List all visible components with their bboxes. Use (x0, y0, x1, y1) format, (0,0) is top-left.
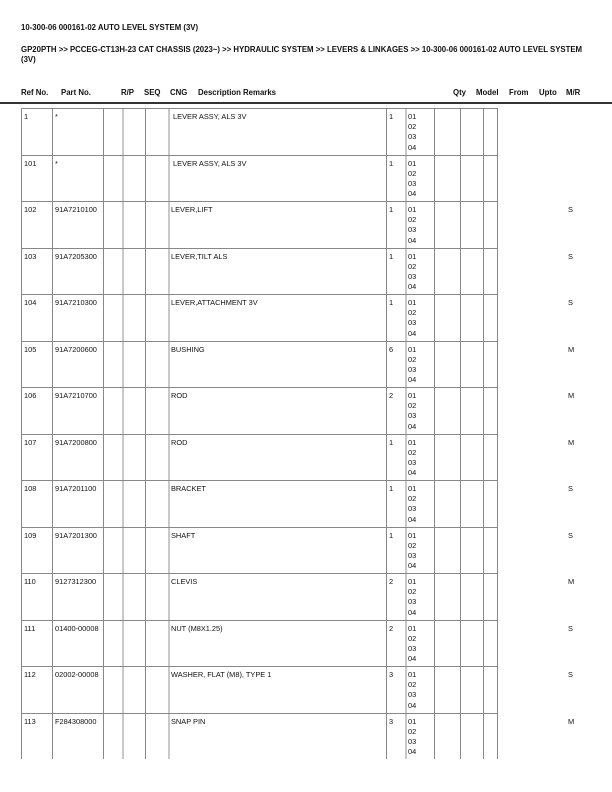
column-divider (483, 667, 484, 713)
column-divider (122, 621, 124, 667)
column-divider (145, 388, 146, 434)
column-divider (52, 388, 53, 434)
column-divider (386, 342, 387, 388)
column-divider (497, 109, 498, 155)
header-rp: R/P (121, 88, 134, 97)
column-divider (21, 574, 22, 620)
cell-qty: 1 (389, 437, 394, 447)
column-divider (434, 109, 435, 155)
cell-model: 01 02 03 04 (408, 716, 417, 757)
table-row (21, 713, 575, 760)
cell-ref: 102 (24, 205, 37, 214)
column-divider (497, 667, 498, 713)
column-divider (145, 156, 146, 202)
column-divider (483, 109, 484, 155)
column-divider (103, 295, 104, 341)
column-divider (460, 435, 461, 481)
column-divider (122, 388, 124, 434)
column-divider (434, 667, 435, 713)
cell-mr: S (568, 670, 573, 679)
column-divider (386, 528, 387, 574)
header-divider (0, 102, 612, 104)
cell-desc: ROD (171, 437, 188, 447)
cell-ref: 101 (24, 158, 37, 168)
column-divider (497, 342, 498, 388)
cell-model: 01 02 03 04 (408, 205, 417, 245)
column-divider (52, 295, 53, 341)
table-row (21, 434, 575, 481)
column-divider (434, 156, 435, 202)
cell-qty: 2 (389, 391, 394, 400)
column-divider (483, 388, 484, 434)
cell-part: * (55, 158, 58, 168)
table-row (21, 480, 573, 527)
column-divider (460, 109, 461, 155)
column-divider (483, 249, 484, 295)
column-divider (21, 388, 22, 434)
column-divider (497, 295, 498, 341)
table-row (21, 248, 573, 295)
cell-qty: 2 (389, 577, 394, 586)
column-divider (103, 342, 104, 388)
column-divider (434, 435, 435, 481)
column-divider (168, 249, 170, 295)
column-divider (434, 621, 435, 667)
column-divider (405, 528, 407, 574)
cell-part: F284308000 (55, 716, 97, 726)
cell-ref: 110 (24, 577, 36, 586)
cell-ref: 112 (24, 670, 36, 679)
header-model: Model (476, 88, 499, 97)
column-divider (145, 435, 146, 481)
cell-mr: S (568, 530, 573, 540)
column-divider (405, 202, 407, 248)
column-divider (122, 714, 124, 760)
cell-desc: LEVER,ATTACHMENT 3V (171, 298, 258, 307)
header-cng: CNG (170, 88, 188, 97)
column-divider (145, 249, 146, 295)
cell-desc: WASHER, FLAT (M8), TYPE 1 (171, 670, 272, 679)
header-upto: Upto (539, 88, 557, 97)
table-row (21, 620, 573, 667)
column-divider (483, 202, 484, 248)
cell-part: 91A7205300 (55, 251, 97, 261)
column-divider (103, 156, 104, 202)
column-divider (145, 528, 146, 574)
cell-desc: ROD (171, 391, 188, 400)
column-divider (386, 435, 387, 481)
cell-ref: 103 (24, 251, 37, 261)
column-divider (103, 621, 104, 667)
column-divider (145, 481, 146, 527)
column-divider (52, 481, 53, 527)
column-divider (21, 435, 22, 481)
column-divider (168, 202, 170, 248)
cell-part: 91A7210700 (55, 391, 97, 400)
cell-ref: 107 (24, 437, 37, 447)
column-divider (497, 249, 498, 295)
column-divider (21, 714, 22, 760)
cell-ref: 104 (24, 298, 37, 307)
cell-mr: S (568, 251, 573, 261)
cell-model: 01 02 03 04 (408, 112, 417, 152)
column-divider (386, 202, 387, 248)
cell-model: 01 02 03 04 (408, 484, 417, 524)
cell-desc: CLEVIS (171, 577, 198, 586)
column-divider (52, 667, 53, 713)
column-divider (386, 109, 387, 155)
column-divider (483, 295, 484, 341)
cell-qty: 1 (389, 205, 394, 214)
column-divider (386, 667, 387, 713)
column-divider (405, 388, 407, 434)
column-divider (168, 714, 170, 760)
column-divider (168, 109, 170, 155)
cell-mr: S (568, 484, 573, 493)
column-divider (122, 574, 124, 620)
cell-part: 02002-00008 (55, 670, 99, 679)
column-divider (168, 342, 170, 388)
column-divider (483, 342, 484, 388)
table-row (21, 341, 575, 388)
column-divider (405, 481, 407, 527)
column-divider (21, 621, 22, 667)
column-divider (122, 156, 124, 202)
cell-mr: S (568, 623, 573, 633)
column-divider (497, 202, 498, 248)
cell-model: 01 02 03 04 (408, 530, 417, 571)
column-divider (122, 202, 124, 248)
cell-qty: 2 (389, 623, 394, 633)
column-divider (145, 667, 146, 713)
column-divider (52, 249, 53, 295)
cell-desc: LEVER,TILT ALS (171, 251, 228, 261)
column-divider (497, 574, 498, 620)
breadcrumb: GP20PTH >> PCCEG-CT13H-23 CAT CHASSIS (2023~) >> HYDRAULIC SYSTEM >> LEVERS & LINKAGES >> 10-300-06 000161-02 AUTO LEVEL SYSTEM (3V) (21, 45, 583, 64)
column-divider (405, 156, 407, 202)
cell-ref: 1 (24, 112, 29, 121)
cell-part: 91A7200600 (55, 344, 97, 354)
cell-mr: M (568, 344, 575, 354)
column-divider (497, 435, 498, 481)
column-divider (460, 202, 461, 248)
column-divider (405, 714, 407, 760)
table-row (21, 201, 573, 248)
cell-ref: 113 (24, 716, 36, 726)
cell-model: 01 02 03 04 (408, 298, 417, 338)
cell-ref: 105 (24, 344, 37, 354)
cell-qty: 3 (389, 716, 394, 726)
column-divider (52, 621, 53, 667)
column-divider (434, 388, 435, 434)
column-divider (52, 714, 53, 760)
column-divider (405, 435, 407, 481)
cell-part: 91A7201300 (55, 530, 97, 540)
cell-desc: SHAFT (171, 530, 196, 540)
parts-table (21, 108, 575, 757)
column-divider (405, 295, 407, 341)
column-divider (145, 109, 146, 155)
column-divider (405, 249, 407, 295)
cell-model: 01 02 03 04 (408, 251, 417, 292)
header-desc: Description Remarks (198, 88, 276, 97)
column-divider (386, 481, 387, 527)
column-divider (483, 621, 484, 667)
column-divider (21, 295, 22, 341)
column-divider (21, 342, 22, 388)
cell-model: 01 02 03 04 (408, 437, 417, 478)
column-divider (483, 156, 484, 202)
cell-part: 91A7210100 (55, 205, 97, 214)
cell-qty: 1 (389, 530, 394, 540)
header-from: From (509, 88, 529, 97)
table-row (21, 108, 498, 155)
cell-ref: 106 (24, 391, 37, 400)
column-divider (460, 295, 461, 341)
column-divider (145, 574, 146, 620)
column-divider (21, 249, 22, 295)
column-divider (460, 249, 461, 295)
column-divider (103, 249, 104, 295)
column-divider (122, 249, 124, 295)
cell-mr: M (568, 437, 575, 447)
cell-mr: M (568, 716, 575, 726)
cell-model: 01 02 03 04 (408, 670, 417, 710)
column-divider (460, 574, 461, 620)
column-divider (405, 574, 407, 620)
cell-desc: BRACKET (171, 484, 206, 493)
column-divider (103, 667, 104, 713)
column-divider (103, 574, 104, 620)
column-divider (460, 714, 461, 760)
column-divider (434, 528, 435, 574)
column-divider (145, 621, 146, 667)
cell-qty: 3 (389, 670, 394, 679)
column-divider (145, 714, 146, 760)
column-divider (52, 202, 53, 248)
header-ref: Ref No. (21, 88, 49, 97)
column-divider (386, 295, 387, 341)
cell-ref: 109 (24, 530, 37, 540)
column-divider (168, 388, 170, 434)
column-divider (405, 621, 407, 667)
column-divider (122, 342, 124, 388)
cell-part: 91A7201100 (55, 484, 97, 493)
column-divider (122, 295, 124, 341)
column-divider (145, 295, 146, 341)
column-divider (483, 481, 484, 527)
column-divider (145, 342, 146, 388)
header-part: Part No. (61, 88, 91, 97)
header-seq: SEQ (144, 88, 161, 97)
column-divider (21, 109, 22, 155)
column-divider (460, 388, 461, 434)
cell-part: 91A7200800 (55, 437, 97, 447)
cell-desc: BUSHING (171, 344, 205, 354)
column-divider (405, 342, 407, 388)
column-divider (386, 621, 387, 667)
column-divider (460, 342, 461, 388)
cell-part: 9127312300 (55, 577, 97, 586)
cell-mr: S (568, 298, 573, 307)
column-divider (497, 388, 498, 434)
column-divider (497, 621, 498, 667)
column-divider (122, 481, 124, 527)
column-divider (21, 528, 22, 574)
cell-qty: 6 (389, 344, 394, 354)
column-divider (52, 574, 53, 620)
table-row (21, 387, 575, 434)
cell-desc: LEVER,LIFT (171, 205, 213, 214)
table-row (21, 527, 573, 574)
column-divider (497, 714, 498, 760)
cell-ref: 111 (24, 623, 36, 633)
cell-part: 91A7210300 (55, 298, 97, 307)
column-divider (168, 667, 170, 713)
cell-qty: 1 (389, 112, 394, 121)
table-row (21, 573, 575, 620)
column-divider (168, 574, 170, 620)
cell-desc: LEVER ASSY, ALS 3V (171, 112, 247, 121)
column-divider (434, 481, 435, 527)
cell-model: 01 02 03 04 (408, 623, 417, 664)
column-divider (434, 714, 435, 760)
column-divider (434, 574, 435, 620)
cell-mr: S (568, 205, 573, 214)
cell-desc: NUT (M8X1.25) (171, 623, 223, 633)
column-divider (434, 202, 435, 248)
cell-model: 01 02 03 04 (408, 158, 417, 199)
cell-mr: M (568, 391, 575, 400)
column-divider (52, 435, 53, 481)
cell-model: 01 02 03 04 (408, 391, 417, 431)
column-divider (168, 295, 170, 341)
header-qty: Qty (453, 88, 466, 97)
column-divider (460, 481, 461, 527)
column-divider (52, 156, 53, 202)
page-title: 10-300-06 000161-02 AUTO LEVEL SYSTEM (3V) (21, 23, 199, 32)
column-divider (168, 621, 170, 667)
cell-qty: 1 (389, 158, 394, 168)
table-row (21, 294, 573, 341)
cell-part: 01400-00008 (55, 623, 99, 633)
column-divider (103, 481, 104, 527)
column-divider (21, 667, 22, 713)
column-divider (122, 667, 124, 713)
column-divider (386, 574, 387, 620)
column-divider (52, 109, 53, 155)
cell-model: 01 02 03 04 (408, 577, 417, 617)
column-divider (103, 202, 104, 248)
column-divider (497, 528, 498, 574)
column-divider (405, 109, 407, 155)
cell-mr: M (568, 577, 575, 586)
column-divider (460, 621, 461, 667)
column-divider (103, 388, 104, 434)
column-divider (405, 667, 407, 713)
column-divider (168, 435, 170, 481)
column-divider (168, 156, 170, 202)
column-divider (21, 156, 22, 202)
column-divider (145, 202, 146, 248)
column-divider (497, 481, 498, 527)
column-divider (52, 528, 53, 574)
cell-qty: 1 (389, 298, 394, 307)
column-divider (434, 342, 435, 388)
column-divider (103, 109, 104, 155)
header-mr: M/R (566, 88, 581, 97)
column-divider (497, 156, 498, 202)
column-divider (21, 481, 22, 527)
table-row (21, 666, 573, 713)
column-divider (168, 481, 170, 527)
column-divider (103, 714, 104, 760)
column-divider (386, 388, 387, 434)
column-divider (483, 528, 484, 574)
cell-qty: 1 (389, 484, 394, 493)
column-divider (386, 249, 387, 295)
column-divider (434, 249, 435, 295)
cell-model: 01 02 03 04 (408, 344, 417, 385)
cell-ref: 108 (24, 484, 37, 493)
column-divider (483, 714, 484, 760)
column-divider (460, 667, 461, 713)
column-divider (386, 714, 387, 760)
column-divider (122, 435, 124, 481)
column-divider (21, 202, 22, 248)
column-divider (386, 156, 387, 202)
table-row (21, 155, 498, 202)
column-divider (434, 295, 435, 341)
cell-qty: 1 (389, 251, 394, 261)
column-divider (103, 528, 104, 574)
cell-desc: SNAP PIN (171, 716, 206, 726)
column-divider (52, 342, 53, 388)
column-divider (122, 528, 124, 574)
column-divider (483, 435, 484, 481)
column-divider (460, 528, 461, 574)
cell-part: * (55, 112, 58, 121)
column-divider (122, 109, 124, 155)
cell-desc: LEVER ASSY, ALS 3V (171, 158, 247, 168)
column-divider (103, 435, 104, 481)
column-divider (483, 574, 484, 620)
column-divider (168, 528, 170, 574)
column-divider (460, 156, 461, 202)
